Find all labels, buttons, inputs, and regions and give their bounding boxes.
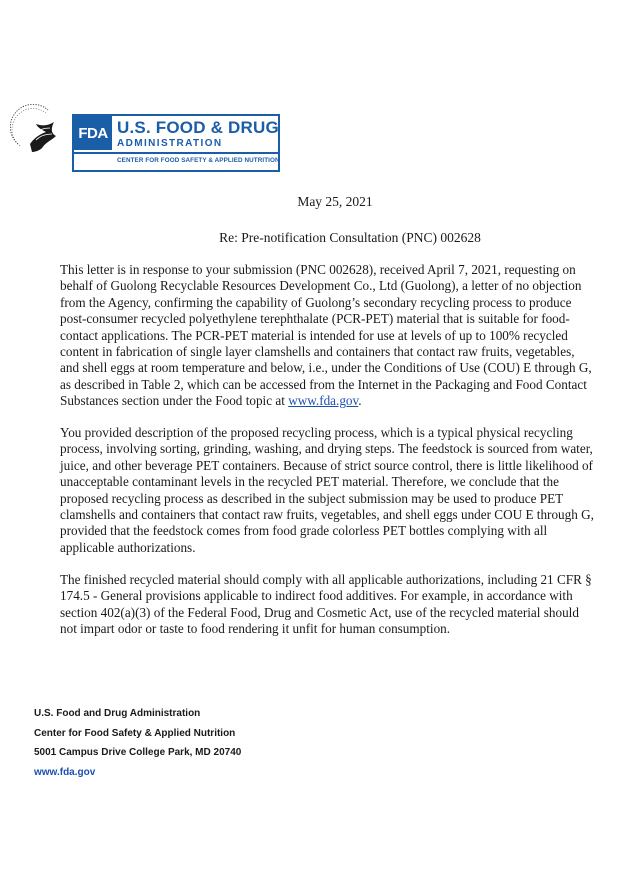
fda-logo-title: U.S. FOOD & DRUG — [117, 118, 279, 137]
paragraph-1-end: . — [358, 393, 362, 409]
footer-street: 5001 Campus Drive College Park, MD 20740 — [34, 747, 242, 758]
fda-logo-subtitle: ADMINISTRATION — [117, 138, 223, 149]
fda-logo-center: CENTER FOR FOOD SAFETY & APPLIED NUTRITION — [117, 157, 280, 164]
letter-paragraph-3: The finished recycled material should comply with all applicable authorizations, including 21 CFR § 174.5 - General provisions applicable to indirect food additives. For example, in accordance with section 402(a)(3) of the Federal Food, Drug and Cosmetic Act, use of the recycled material should not impart odor or taste to food rendering it unfit for human consumption. — [60, 572, 592, 637]
letter-paragraph-1 — [60, 262, 594, 410]
fda-logo — [72, 114, 280, 172]
letter-date: May 25, 2021 — [297, 194, 373, 209]
footer-agency: U.S. Food and Drug Administration — [34, 708, 201, 719]
letter-subject: Re: Pre-notification Consultation (PNC) 002628 — [219, 230, 481, 245]
letter-paragraph-2: You provided description of the proposed recycling process, which is a typical physical recycling process, involving sorting, grinding, washing, and drying steps. The feedstock is sourced from water, juice, and other beverage PET containers. Because of strict source control, there is little likelihood of unacceptable contaminant levels in the recycled PET material. Therefore, we conclude that the proposed recycling process as described in the subject submission may be used to produce PET clamshells and containers that contact raw fruits, vegetables, and shell eggs under COU E through G, provided that the feedstock comes from food grade colorless PET bottles complying with all applicable authorizations. — [60, 425, 594, 555]
footer-center: Center for Food Safety & Applied Nutrition — [34, 727, 236, 739]
fda-website-link[interactable]: www.fda.gov — [288, 393, 359, 409]
paragraph-1-text: This letter is in response to your submission (PNC 002628), received April 7, 2021, requesting on behalf of Guolong Recyclable Resources Development Co., Ltd (Guolong), a letter of no objection from the Agency, confirming the capability of Guolong’s secondary recycling process to produce post-consumer recycled polyethylene terephthalate (PCR-PET) material that is suitable for food-contact applications. The PCR-PET material is intended for use at levels of up to 100% recycled content in fabrication of single layer clamshells and containers that contact raw fruits, vegetables, and shell eggs at room temperature and below, i.e., under the Conditions of Use (COU) E through G, as described in Table 2, which can be accessed from the Internet in the Packaging and Food Contact Substances section under the Food topic at — [60, 262, 592, 409]
footer-address — [34, 704, 241, 782]
footer-website-link[interactable]: www.fda.gov — [34, 766, 96, 778]
fda-logo-box: FDA — [74, 116, 112, 150]
hhs-eagle-seal-icon — [10, 104, 64, 158]
fda-logo-divider — [74, 152, 278, 154]
